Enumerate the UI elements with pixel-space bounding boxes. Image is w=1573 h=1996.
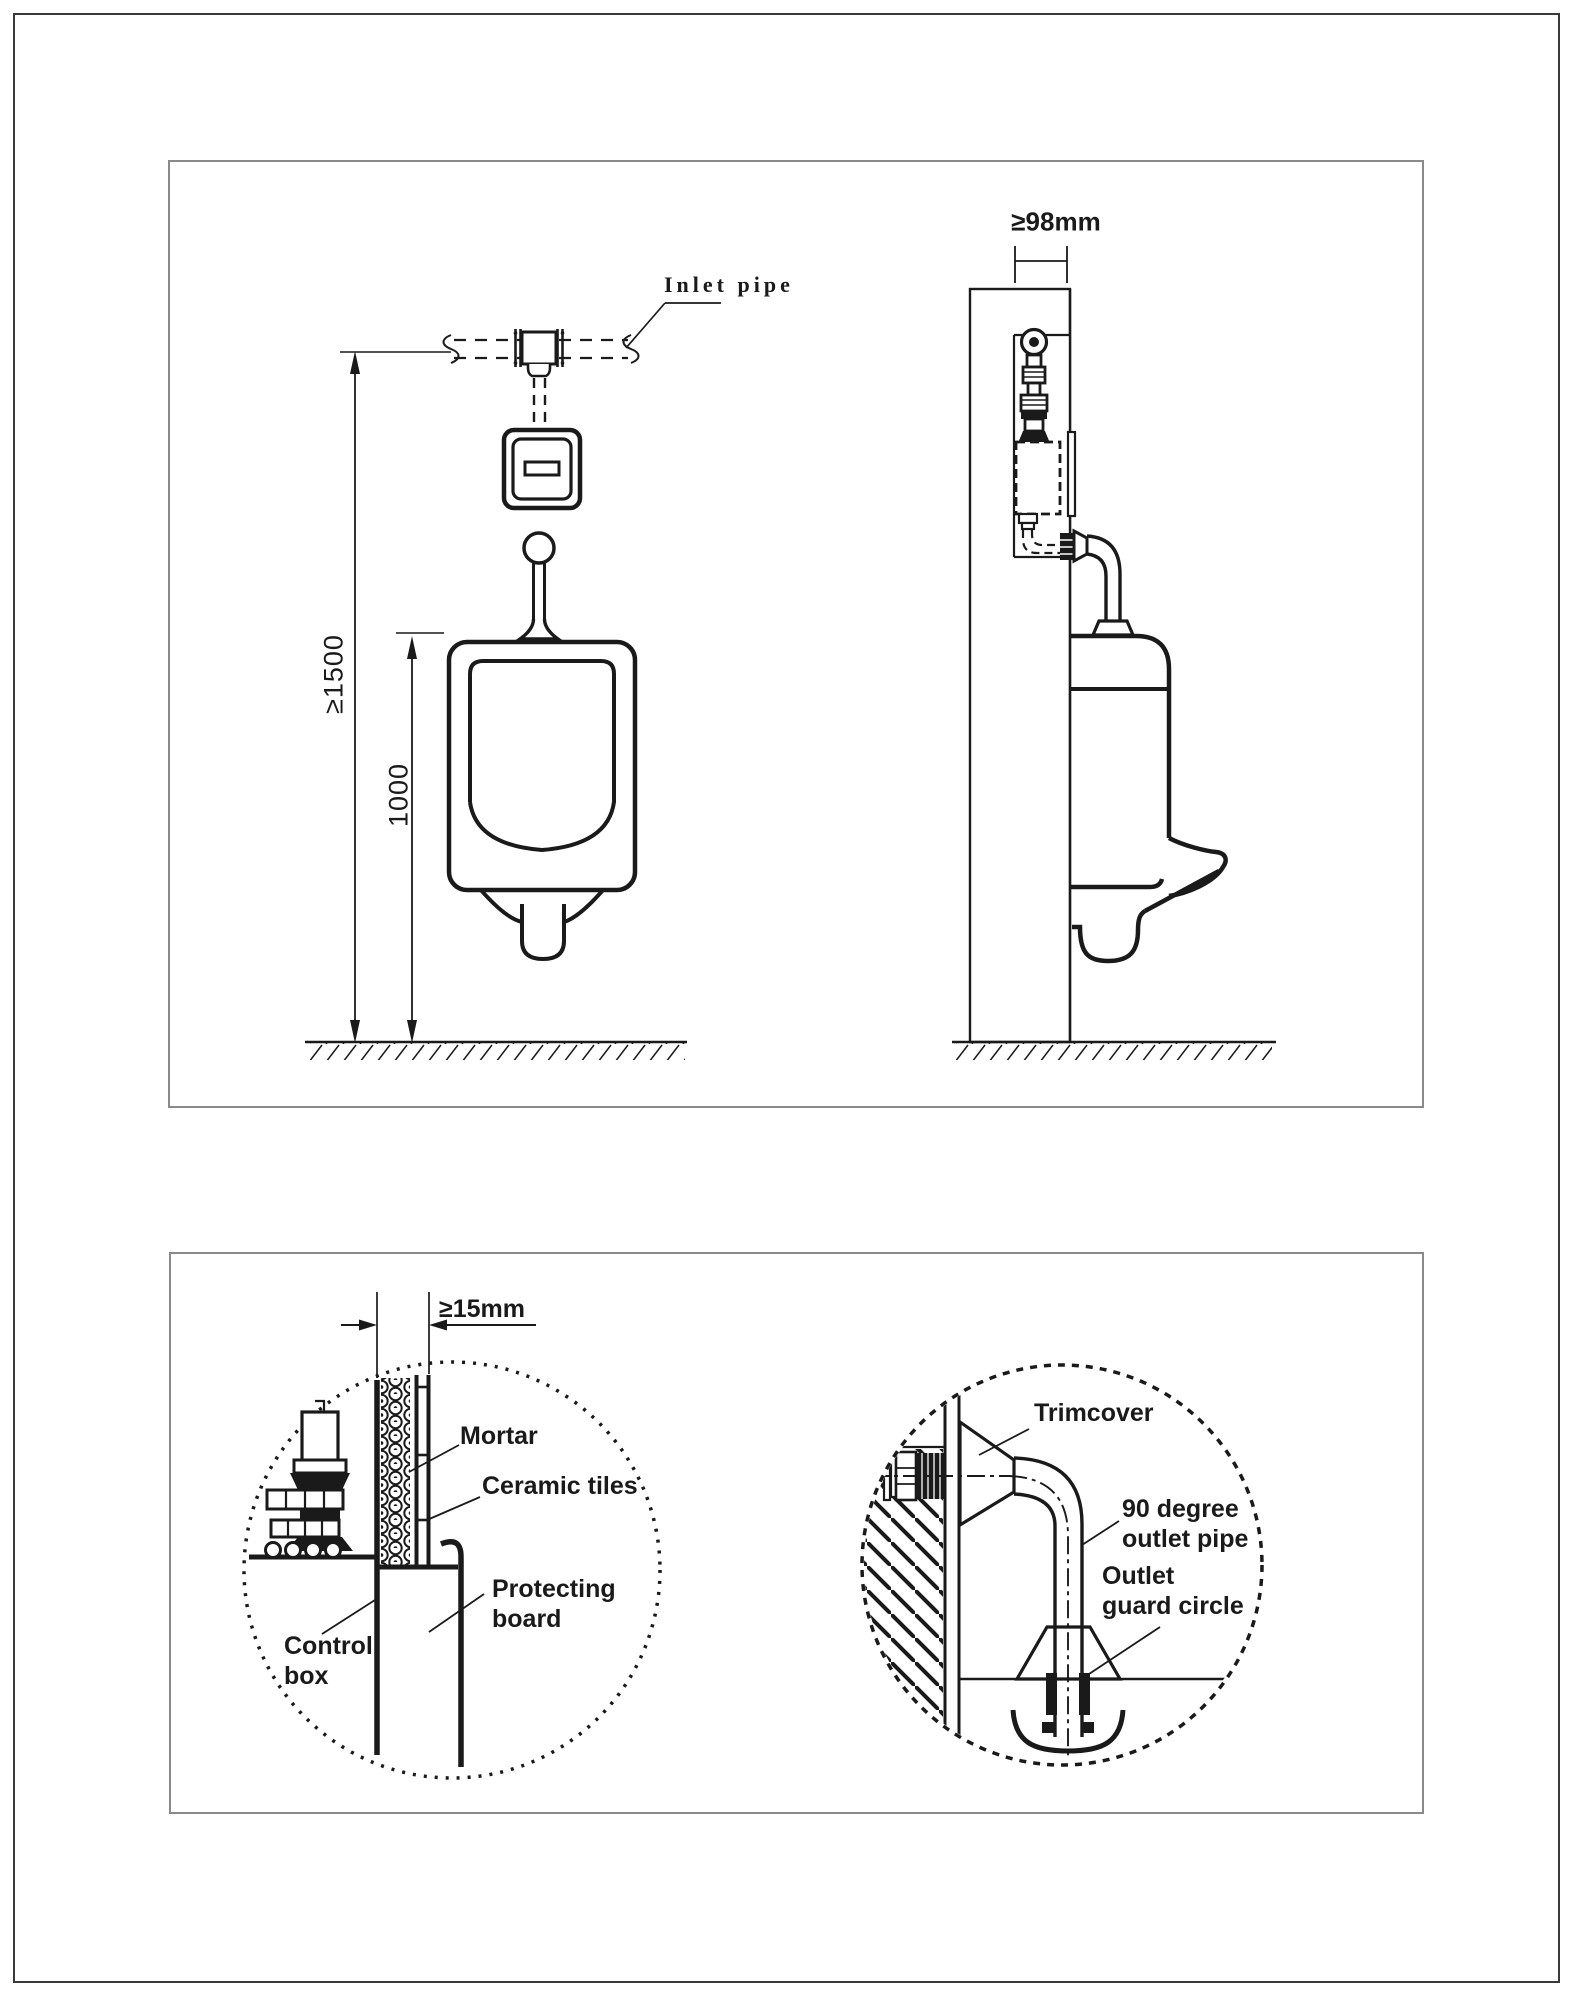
side-view-drawing xyxy=(952,246,1276,1060)
tile-thickness-dimension-label: ≥15mm xyxy=(439,1295,525,1323)
recess-depth-dimension-label: ≥98mm xyxy=(1011,206,1101,237)
ceramic-tiles-label: Ceramic tiles xyxy=(482,1472,638,1500)
total-height-dimension-label: ≥1500 xyxy=(318,634,349,714)
installation-views-panel xyxy=(168,160,1424,1108)
inlet-pipe-label: Inlet pipe xyxy=(664,272,794,297)
mortar-label: Mortar xyxy=(460,1422,538,1450)
wall-section-detail-drawing xyxy=(244,1292,660,1778)
outlet-pipe-label: 90 degree outlet pipe xyxy=(1122,1495,1249,1553)
front-view-drawing xyxy=(305,303,721,1060)
protecting-board-label: Protecting board xyxy=(492,1575,616,1633)
trimcover-label: Trimcover xyxy=(1034,1399,1154,1427)
rim-height-dimension-label: 1000 xyxy=(383,762,414,828)
outlet-guard-circle-label: Outlet guard circle xyxy=(1102,1562,1244,1620)
installation-views-drawing xyxy=(170,162,1422,1106)
control-box-label: Control box xyxy=(284,1632,373,1690)
detail-views-panel xyxy=(169,1252,1424,1814)
